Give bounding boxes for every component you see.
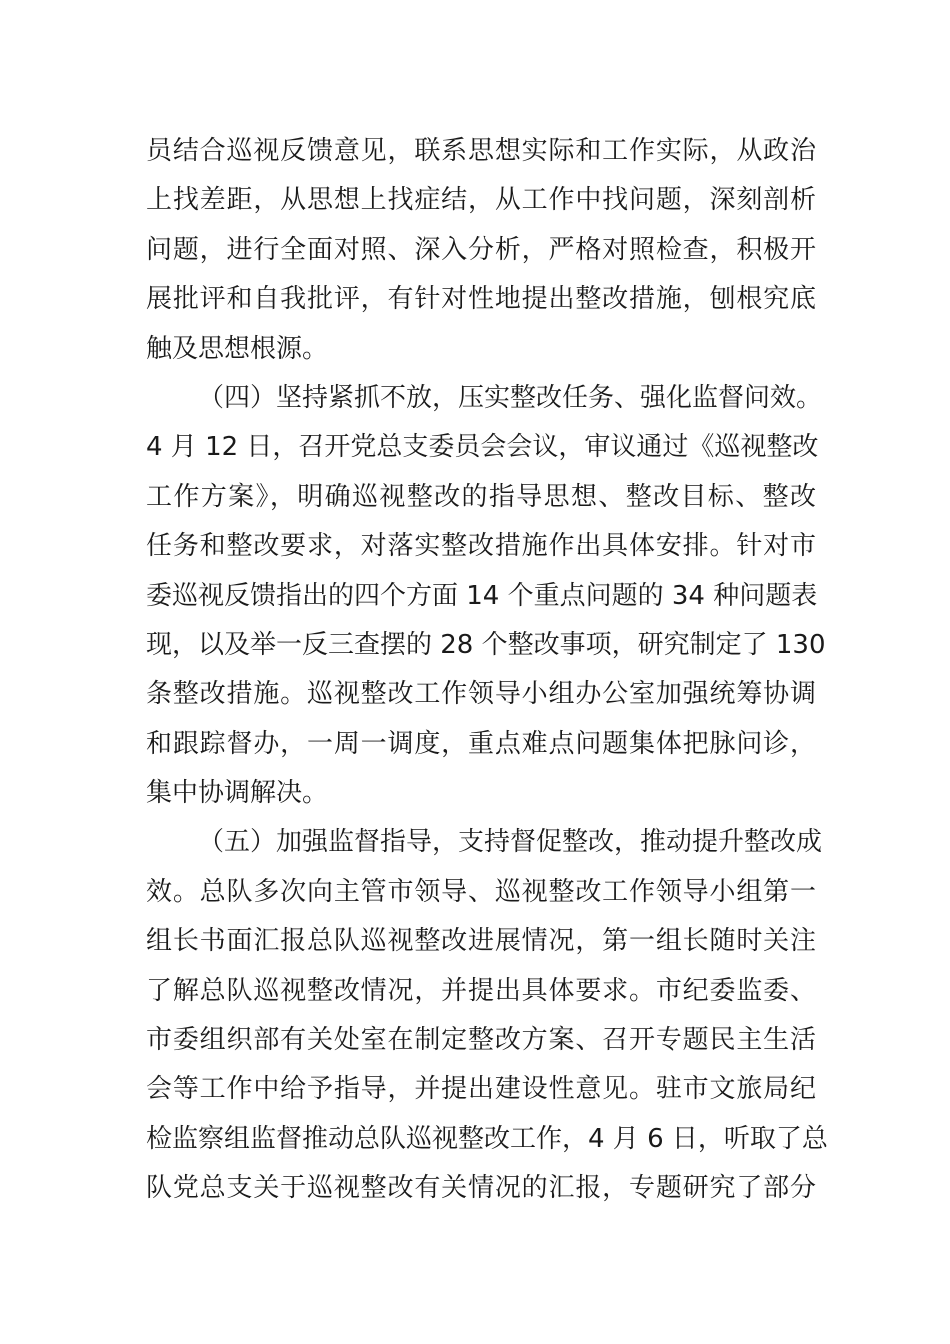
text-line: 了解总队巡视整改情况，并提出具体要求。市纪委监委、 bbox=[146, 975, 816, 1006]
text-line: 队党总支关于巡视整改有关情况的汇报，专题研究了部分 bbox=[146, 1173, 816, 1204]
text-line: 委巡视反馈指出的四个方面 14 个重点问题的 34 种问题表 bbox=[146, 580, 818, 611]
text-line: 问题，进行全面对照、深入分析，严格对照检查，积极开 bbox=[146, 234, 816, 265]
text-line: 触及思想根源。 bbox=[146, 333, 329, 364]
text-line: 工作方案》，明确巡视整改的指导思想、整改目标、整改 bbox=[146, 481, 816, 512]
text-line: 会等工作中给予指导，并提出建设性意见。驻市文旅局纪 bbox=[146, 1074, 816, 1105]
body-text bbox=[146, 127, 828, 1214]
section-heading-four: （四）坚持紧抓不放，压实整改任务、强化监督问效。 bbox=[198, 382, 823, 413]
text-line: 组长书面汇报总队巡视整改进展情况，第一组长随时关注 bbox=[146, 926, 816, 957]
text-line: 展批评和自我批评，有针对性地提出整改措施，刨根究底 bbox=[146, 284, 816, 315]
text-line: 4 月 12 日，召开党总支委员会会议，审议通过《巡视整改 bbox=[146, 432, 819, 463]
text-line: 现，以及举一反三查摆的 28 个整改事项，研究制定了 130 bbox=[146, 629, 826, 660]
text-line: 效。总队多次向主管市领导、巡视整改工作领导小组第一 bbox=[146, 876, 816, 907]
text-line: 市委组织部有关处室在制定整改方案、召开专题民主生活 bbox=[146, 1025, 816, 1056]
text-line: 上找差距，从思想上找症结，从工作中找问题，深刻剖析 bbox=[146, 185, 816, 216]
text-line: 和跟踪督办，一周一调度，重点难点问题集体把脉问诊， bbox=[146, 728, 816, 759]
text-line: 任务和整改要求，对落实整改措施作出具体安排。针对市 bbox=[146, 531, 816, 562]
text-line: 检监察组监督推动总队巡视整改工作，4 月 6 日，听取了总 bbox=[146, 1123, 828, 1154]
text-line: 员结合巡视反馈意见，联系思想实际和工作实际，从政治 bbox=[146, 136, 816, 166]
text-line: 集中协调解决。 bbox=[146, 778, 329, 809]
text-line: 条整改措施。巡视整改工作领导小组办公室加强统筹协调 bbox=[146, 679, 816, 710]
section-heading-five: （五）加强监督指导，支持督促整改，推动提升整改成 bbox=[198, 827, 823, 858]
